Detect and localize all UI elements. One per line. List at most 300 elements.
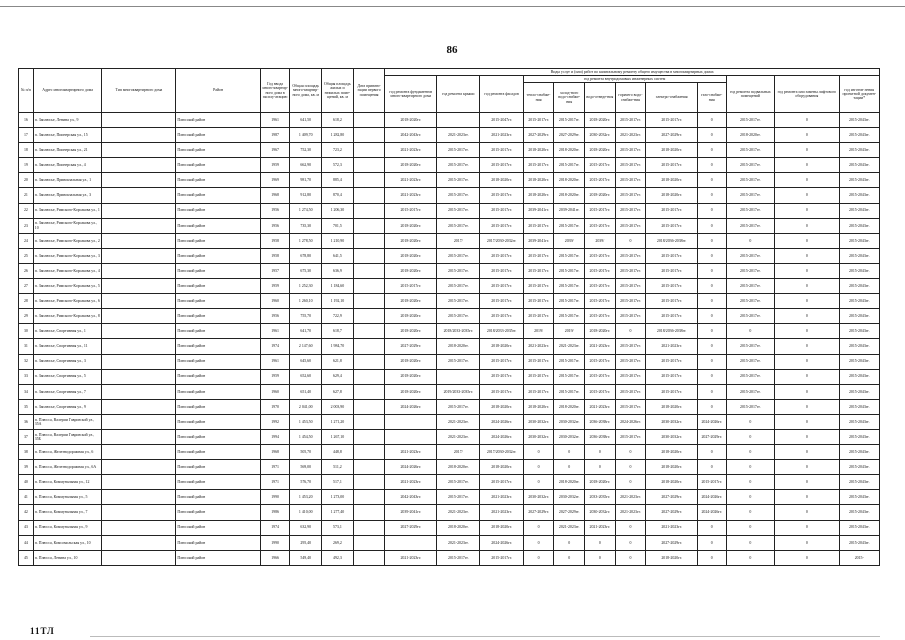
cell-lift: 0 [775, 324, 839, 339]
cell-privatization [353, 203, 385, 218]
table-row [19, 263, 880, 278]
cell-electricity: 2015-2017гг. [646, 248, 698, 263]
cell-roof: 2021-2023гг. [437, 505, 480, 520]
cell-design: 2015-2043гг. [839, 218, 879, 233]
cell-hot-water: 2015-2017гг. [615, 248, 646, 263]
cell-num: 21 [19, 188, 34, 203]
cell-privatization [353, 369, 385, 384]
cell-gas: 2027-2029гг. [698, 429, 727, 444]
cell-hot-water: 0 [615, 475, 646, 490]
cell-sewer: 2021-2023гг. [585, 399, 616, 414]
cell-heat: 2021-2023гг. [523, 339, 554, 354]
cell-foundation: 2018-2020гг. [385, 324, 437, 339]
cell-year: 1961 [260, 354, 290, 369]
cell-basement: 2015-2017гг. [726, 279, 775, 294]
cell-heat: 2030-2032гг. [523, 490, 554, 505]
cell-privatization [353, 384, 385, 399]
cell-cold-water: 0 [554, 550, 585, 565]
cell-area-living: 572,3 [322, 158, 354, 173]
cell-basement: 2018-2020гг. [726, 128, 775, 143]
cell-cold-water: 2018-2020гг. [554, 188, 585, 203]
cell-foundation: 2018-2020гг. [385, 369, 437, 384]
header-privatization: Дата привати-зации первого помещения [353, 69, 385, 113]
cell-address: п. Заплюсье, Привокзальная ул., 3 [33, 188, 102, 203]
cell-gas: 0 [698, 309, 727, 324]
cell-cold-water: 2015-2017гг. [554, 384, 585, 399]
cell-foundation: 2042-2043гг. [385, 128, 437, 143]
cell-rayon: Плюсский район [176, 354, 260, 369]
cell-basement: 2015-2017гг. [726, 113, 775, 128]
cell-privatization [353, 173, 385, 188]
cell-type [102, 143, 176, 158]
cell-sewer: 0 [585, 550, 616, 565]
cell-type [102, 520, 176, 535]
cell-cold-water: 2015-2017гг. [554, 113, 585, 128]
cell-heat: 2027-2029гг. [523, 128, 554, 143]
cell-electricity: 2015-2017гг. [646, 369, 698, 384]
cell-year: 1959 [260, 158, 290, 173]
cell-area-total: 652,60 [290, 369, 322, 384]
table-row [19, 535, 880, 550]
cell-rayon: Плюсский район [176, 128, 260, 143]
cell-facade: 2015-2017гг. [480, 218, 523, 233]
cell-cold-water: 0 [554, 445, 585, 460]
cell-lift: 0 [775, 143, 839, 158]
cell-electricity: 2015-2017гг. [646, 113, 698, 128]
cell-sewer: 0 [585, 535, 616, 550]
cell-sewer: 2018-2020гг. [585, 475, 616, 490]
cell-electricity: 2015-2017гг. [646, 279, 698, 294]
cell-year: 1956 [260, 218, 290, 233]
cell-facade: 2018/2033-2035гг. [480, 324, 523, 339]
cell-foundation [385, 414, 437, 429]
header-design: год изготов-ления проектной докумен-тации* [839, 76, 879, 113]
cell-year: 1960 [260, 294, 290, 309]
cell-heat: 2019/ [523, 324, 554, 339]
cell-facade: 2018-2020гг. [480, 520, 523, 535]
cell-address: п. Плюсса, Ленина ул., 10 [33, 550, 102, 565]
cell-year: 1968 [260, 445, 290, 460]
table-row [19, 460, 880, 475]
bottom-rule [90, 636, 880, 637]
cell-design: 2015-2043гг. [839, 263, 879, 278]
cell-foundation: 2027-2029гг. [385, 520, 437, 535]
cell-type [102, 384, 176, 399]
cell-electricity: 2027-2029гг. [646, 128, 698, 143]
cell-num: 22 [19, 203, 34, 218]
cell-foundation: 2018-2020гг. [385, 263, 437, 278]
cell-address: п. Плюсса, Валерии Гавровской ул., 35А [33, 414, 102, 429]
table-row [19, 369, 880, 384]
table-row [19, 128, 880, 143]
cell-area-living: 627,8 [322, 384, 354, 399]
cell-foundation: 2021-2023гг. [385, 173, 437, 188]
cell-facade: 2024-2026гг. [480, 429, 523, 444]
cell-year: 1959 [260, 369, 290, 384]
cell-facade: 2015-2017гг. [480, 354, 523, 369]
cell-basement: 0 [726, 490, 775, 505]
table-row [19, 248, 880, 263]
cell-address: п. Плюсса, Валерии Гавровской ул., 35Б [33, 429, 102, 444]
cell-rayon: Плюсский район [176, 233, 260, 248]
cell-rayon: Плюсский район [176, 218, 260, 233]
cell-rayon: Плюсский район [176, 113, 260, 128]
cell-heat: 2015-2017гг. [523, 279, 554, 294]
cell-address: п. Заплюсье, Спортивная ул., 7 [33, 384, 102, 399]
cell-sewer: 2015-2017гг. [585, 309, 616, 324]
cell-area-living: 1 277,40 [322, 505, 354, 520]
cell-lift: 0 [775, 248, 839, 263]
cell-cold-water: 2021-2023гг. [554, 339, 585, 354]
cell-area-living: 636,9 [322, 263, 354, 278]
cell-design: 2015-2043гг. [839, 520, 879, 535]
cell-num: 24 [19, 233, 34, 248]
cell-heat: 2015-2017гг. [523, 294, 554, 309]
cell-sewer: 2015-2017гг. [585, 354, 616, 369]
cell-sewer: 2036-2038гг. [585, 429, 616, 444]
cell-basement: 0 [726, 445, 775, 460]
cell-address: п. Заплюсье, Римского-Корсакова ул., 1 [33, 203, 102, 218]
cell-facade: 2015-2017гг. [480, 294, 523, 309]
cell-electricity: 2015-2017гг. [646, 158, 698, 173]
cell-sewer: 2030-2032гг. [585, 128, 616, 143]
cell-heat: 2015-2017гг. [523, 263, 554, 278]
cell-area-living: 641,5 [322, 248, 354, 263]
cell-hot-water: 2015-2017гг. [615, 188, 646, 203]
cell-hot-water: 2015-2017гг. [615, 354, 646, 369]
table-row [19, 113, 880, 128]
cell-roof: 2018/2033-2035гг. [437, 324, 480, 339]
cell-rayon: Плюсский район [176, 294, 260, 309]
cell-year: 1958 [260, 248, 290, 263]
cell-gas: 0 [698, 263, 727, 278]
cell-basement: 2015-2017гг. [726, 143, 775, 158]
cell-heat: 2015-2017гг. [523, 158, 554, 173]
cell-area-living: 1 206,30 [322, 203, 354, 218]
cell-privatization [353, 414, 385, 429]
cell-rayon: Плюсский район [176, 143, 260, 158]
cell-address: п. Заплюсье, Спортивная ул., 11 [33, 339, 102, 354]
cell-year: 1968 [260, 188, 290, 203]
header-area-living: Общая площадь жилых и нежилых поме-щений, кв. м [322, 69, 354, 113]
cell-design: 2015-2043гг. [839, 505, 879, 520]
cell-basement: 0 [726, 535, 775, 550]
cell-area-total: 1 274,50 [290, 203, 322, 218]
cell-area-total: 1 453,50 [290, 414, 322, 429]
cell-lift: 0 [775, 279, 839, 294]
cell-electricity: 2027-2029гг. [646, 505, 698, 520]
cell-privatization [353, 490, 385, 505]
cell-roof: 2015-2017гг. [437, 399, 480, 414]
cell-design: 2015-2043гг. [839, 429, 879, 444]
cell-rayon: Плюсский район [176, 369, 260, 384]
cell-roof: 2018-2020гг. [437, 520, 480, 535]
cell-roof: 2021-2023гг. [437, 128, 480, 143]
header-electricity: электро-снабжения [646, 83, 698, 113]
cell-gas: 0 [698, 535, 727, 550]
cell-gas: 2015-2017гг. [698, 475, 727, 490]
cell-hot-water: 2015-2017гг. [615, 429, 646, 444]
cell-privatization [353, 399, 385, 414]
table-row [19, 188, 880, 203]
cell-sewer: 2015-2017гг. [585, 173, 616, 188]
cell-rayon: Плюсский район [176, 550, 260, 565]
cell-design: 2015-2043гг. [839, 309, 879, 324]
cell-basement: 2015-2017гг. [726, 399, 775, 414]
cell-rayon: Плюсский район [176, 399, 260, 414]
cell-type [102, 173, 176, 188]
cell-rayon: Плюсский район [176, 475, 260, 490]
cell-privatization [353, 354, 385, 369]
table-row [19, 324, 880, 339]
cell-type [102, 279, 176, 294]
cell-address: п. Заплюсье, Пионерская ул., 4 [33, 158, 102, 173]
cell-design: 2015-2043гг. [839, 143, 879, 158]
cell-foundation: 2018-2020гг. [385, 218, 437, 233]
table-row [19, 158, 880, 173]
cell-area-total: 632,90 [290, 520, 322, 535]
cell-num: 31 [19, 339, 34, 354]
header-area-total: Общая площадь много-квартир-ного дома, кв. м [290, 69, 322, 113]
cell-address: п. Заплюсье, Спортивная ул., 1 [33, 324, 102, 339]
cell-sewer: 2033-2035гг. [585, 490, 616, 505]
cell-electricity: 2018-2020гг. [646, 143, 698, 158]
cell-facade: 2017/2030-2032гг. [480, 445, 523, 460]
cell-lift: 0 [775, 233, 839, 248]
cell-electricity: 2015-2017гг. [646, 263, 698, 278]
header-roof: год ремонта крыши [437, 76, 480, 113]
cell-hot-water: 2015-2017гг. [615, 113, 646, 128]
cell-area-living: 448,8 [322, 445, 354, 460]
cell-type [102, 414, 176, 429]
cell-lift: 0 [775, 429, 839, 444]
cell-rayon: Плюсский район [176, 158, 260, 173]
cell-address: п. Плюсса, Коммунальная ул., 5 [33, 490, 102, 505]
cell-facade: 2015-2017гг. [480, 309, 523, 324]
cell-area-living: 269,2 [322, 535, 354, 550]
cell-area-living: 517,1 [322, 475, 354, 490]
cell-num: 23 [19, 218, 34, 233]
cell-type [102, 429, 176, 444]
cell-design: 2015-2043гг. [839, 475, 879, 490]
cell-design: 2015-2043гг. [839, 279, 879, 294]
cell-hot-water: 0 [615, 520, 646, 535]
cell-address: п. Заплюсье, Римского-Корсакова ул., 3 [33, 248, 102, 263]
cell-address: п. Заплюсье, Римского-Корсакова ул., 2 [33, 233, 102, 248]
cell-address: п. Заплюсье, Спортивная ул., 3 [33, 354, 102, 369]
cell-electricity: 2018-2020гг. [646, 188, 698, 203]
cell-heat: 2018-2020гг. [523, 143, 554, 158]
cell-cold-water: 2018-2020гг. [554, 143, 585, 158]
cell-foundation: 2039-2041гг. [385, 505, 437, 520]
cell-num: 28 [19, 294, 34, 309]
cell-hot-water: 2015-2017гг. [615, 218, 646, 233]
cell-cold-water: 0 [554, 535, 585, 550]
cell-area-total: 641,50 [290, 113, 322, 128]
cell-heat: 0 [523, 550, 554, 565]
cell-lift: 0 [775, 369, 839, 384]
table-row [19, 414, 880, 429]
cell-design: 2015-2043гг. [839, 354, 879, 369]
cell-hot-water: 0 [615, 460, 646, 475]
cell-privatization [353, 475, 385, 490]
cell-heat: 2015-2017гг. [523, 309, 554, 324]
cell-area-living: 629,4 [322, 369, 354, 384]
cell-address: п. Заплюсье, Римского-Корсакова ул., 10 [33, 218, 102, 233]
cell-roof: 2015-2017гг. [437, 203, 480, 218]
cell-area-total: 675,30 [290, 263, 322, 278]
cell-basement: 0 [726, 550, 775, 565]
cell-roof: 2019/2033-2035гг. [437, 384, 480, 399]
cell-type [102, 128, 176, 143]
cell-design: 2015-2043гг. [839, 384, 879, 399]
cell-type [102, 354, 176, 369]
cell-area-living: 618,7 [322, 324, 354, 339]
cell-rayon: Плюсский район [176, 188, 260, 203]
cell-num: 35 [19, 399, 34, 414]
cell-privatization [353, 218, 385, 233]
cell-foundation [385, 429, 437, 444]
cell-heat: 2027-2029гг. [523, 505, 554, 520]
cell-sewer: 2018-2020гг. [585, 188, 616, 203]
cell-sewer: 2030-2032гг. [585, 505, 616, 520]
cell-address: п. Заплюсье, Привокзальная ул., 1 [33, 173, 102, 188]
cell-facade: 2018-2020гг. [480, 460, 523, 475]
cell-gas: 0 [698, 399, 727, 414]
cell-year: 1969 [260, 173, 290, 188]
cell-cold-water: 2015-2017гг. [554, 218, 585, 233]
cell-area-living: 1 210,90 [322, 233, 354, 248]
cell-type [102, 399, 176, 414]
cell-lift: 0 [775, 218, 839, 233]
cell-num: 34 [19, 384, 34, 399]
cell-heat: 2018-2020гг. [523, 173, 554, 188]
cell-privatization [353, 128, 385, 143]
header-lift: год ремонта или замены лифтового оборудования [775, 76, 839, 113]
cell-type [102, 490, 176, 505]
cell-heat: 2015-2017гг. [523, 354, 554, 369]
cell-num: 18 [19, 143, 34, 158]
cell-year: 1971 [260, 460, 290, 475]
cell-area-total: 2 147,60 [290, 339, 322, 354]
cell-hot-water: 0 [615, 550, 646, 565]
table-row [19, 233, 880, 248]
cell-area-living: 1 271,20 [322, 414, 354, 429]
cell-num: 33 [19, 369, 34, 384]
cell-type [102, 535, 176, 550]
cell-design: 2015-2043гг. [839, 369, 879, 384]
cell-sewer: 2036-2038гг. [585, 414, 616, 429]
cell-type [102, 248, 176, 263]
cell-basement: 2015-2017гг. [726, 309, 775, 324]
table-row [19, 218, 880, 233]
cell-facade: 2015-2017гг. [480, 263, 523, 278]
cell-num: 32 [19, 354, 34, 369]
cell-area-total: 549,40 [290, 550, 322, 565]
cell-heat: 2018-2020гг. [523, 399, 554, 414]
cell-area-total: 662,90 [290, 158, 322, 173]
cell-rayon: Плюсский район [176, 339, 260, 354]
cell-facade: 2015-2017гг. [480, 203, 523, 218]
cell-type [102, 218, 176, 233]
cell-facade: 2015-2017гг. [480, 248, 523, 263]
cell-heat: 2030-2032гг. [523, 414, 554, 429]
cell-area-living: 2 003,90 [322, 399, 354, 414]
cell-sewer: 2021-2023гг. [585, 339, 616, 354]
cell-area-living: 1 192,10 [322, 294, 354, 309]
cell-electricity: 2021-2023гг. [646, 520, 698, 535]
cell-address: п. Плюсса, Коммунальная ул., 12 [33, 475, 102, 490]
cell-type [102, 263, 176, 278]
cell-cold-water: 2015-2017гг. [554, 279, 585, 294]
cell-rayon: Плюсский район [176, 460, 260, 475]
header-cold-water: холод-ного водо-снабже-ния [554, 83, 585, 113]
cell-lift: 0 [775, 414, 839, 429]
cell-sewer: 2021-2023гг. [585, 520, 616, 535]
cell-year: 1987 [260, 128, 290, 143]
cell-rayon: Плюсский район [176, 520, 260, 535]
cell-basement: 0 [726, 520, 775, 535]
cell-roof: 2017/ [437, 445, 480, 460]
table-row [19, 173, 880, 188]
cell-area-living: 618,2 [322, 113, 354, 128]
cell-rayon: Плюсский район [176, 173, 260, 188]
cell-sewer: 2015-2017гг. [585, 369, 616, 384]
cell-cold-water: 2015-2017гг. [554, 158, 585, 173]
cell-heat: 2018-2020гг. [523, 188, 554, 203]
cell-type [102, 475, 176, 490]
cell-area-living: 1 282,80 [322, 128, 354, 143]
cell-year: 1961 [260, 113, 290, 128]
cell-address: п. Заплюсье, Римского-Корсакова ул., 6 [33, 294, 102, 309]
cell-gas: 0 [698, 354, 727, 369]
cell-cold-water: 2030-2032гг. [554, 490, 585, 505]
cell-roof [437, 113, 480, 128]
cell-address: п. Заплюсье, Римского-Корсакова ул., 5 [33, 279, 102, 294]
cell-gas: 0 [698, 339, 727, 354]
header-facade: год ремонта фасадов [480, 76, 523, 113]
table-row [19, 429, 880, 444]
cell-basement: 0 [726, 429, 775, 444]
cell-area-total: 569,00 [290, 460, 322, 475]
cell-sewer: 2018-2020гг. [585, 143, 616, 158]
header-foundation: год ремонта фундаментов много-квартирного дома [385, 76, 437, 113]
cell-gas: 2024-2026гг. [698, 505, 727, 520]
cell-design: 2015-2043гг. [839, 128, 879, 143]
cell-heat: 2015-2017гг. [523, 369, 554, 384]
cell-basement: 0 [726, 324, 775, 339]
cell-cold-water: 2015-2017гг. [554, 354, 585, 369]
cell-design: 2015-2043гг. [839, 173, 879, 188]
cell-foundation: 2018-2020гг. [385, 233, 437, 248]
cell-electricity: 2018-2020гг. [646, 550, 698, 565]
cell-foundation: 2018-2020гг. [385, 354, 437, 369]
cell-facade: 2015-2017гг. [480, 188, 523, 203]
cell-year: 1960 [260, 384, 290, 399]
cell-area-living: 492,3 [322, 550, 354, 565]
cell-num: 30 [19, 324, 34, 339]
cell-facade: 2015-2017гг. [480, 143, 523, 158]
cell-lift: 0 [775, 475, 839, 490]
cell-num: 20 [19, 173, 34, 188]
cell-year: 1961 [260, 324, 290, 339]
cell-num: 27 [19, 279, 34, 294]
cell-sewer: 2015-2017гг. [585, 294, 616, 309]
table-row [19, 445, 880, 460]
cell-area-total: 755,70 [290, 309, 322, 324]
table-row [19, 475, 880, 490]
cell-area-total: 1 278,50 [290, 233, 322, 248]
